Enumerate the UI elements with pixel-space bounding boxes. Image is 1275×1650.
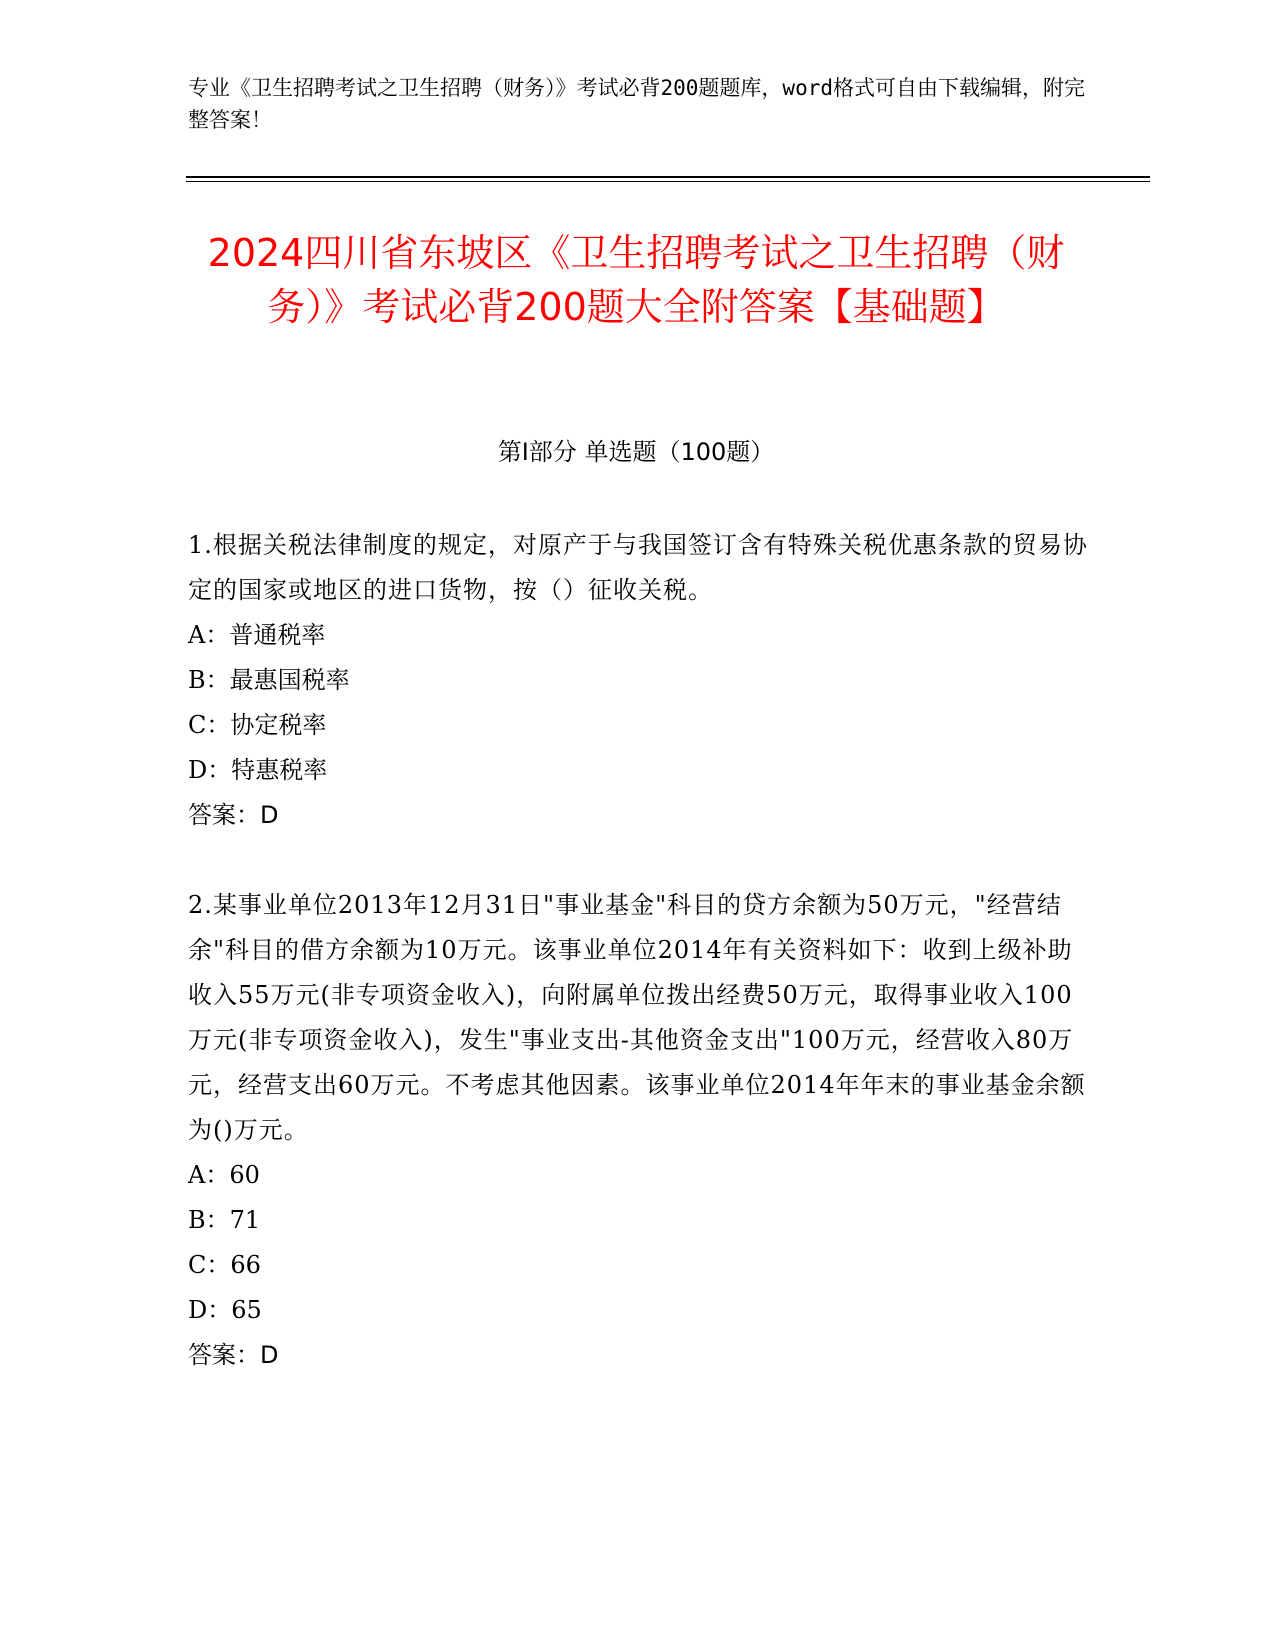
document-title: 2024四川省东坡区《卫生招聘考试之卫生招聘（财务）》考试必背200题大全附答案【基础题】 [207,231,1065,329]
question-answer: 答案：D [188,1341,279,1369]
question-stem: 1.根据关税法律制度的规定，对原产于与我国签订含有特殊关税优惠条款的贸易协定的国家或地区的进口货物，按（）征收关税。 [188,531,1088,604]
question-answer: 答案：D [188,801,279,829]
header-note: 专业《卫生招聘考试之卫生招聘（财务）》考试必背200题题库，word格式可自由下载编辑，附完整答案！ [188,76,1085,132]
question-option-a: A：60 [188,1161,260,1189]
header-divider-thick [186,176,1150,178]
question-stem: 2.某事业单位2013年12月31日"事业基金"科目的贷方余额为50万元，"经营结余"科目的借方余额为10万元。该事业单位2014年有关资料如下：收到上级补助收入55万元(非专项资金收入)，向附属单位拨出经费50万元，取得事业收入100万元(非专项资金收入)，发生"事业支出-其他资金支出"100万元，经营收入80万元，经营支出60万元。不考虑其他因素。该事业单位2014年年末的事业基金余额为()万元。 [188,891,1086,1144]
question-spacer [188,838,1088,883]
question-item [188,523,1088,838]
question-option-d: D：特惠税率 [188,756,328,784]
question-option-c: C：66 [188,1251,261,1279]
question-option-d: D：65 [188,1296,262,1324]
section-title: 第I部分 单选题（100题） [497,438,775,466]
header-divider-thin [186,181,1150,182]
question-option-b: B：最惠国税率 [188,666,350,694]
question-option-a: A：普通税率 [188,621,326,649]
question-option-b: B：71 [188,1206,261,1234]
question-item [188,883,1088,1378]
question-list [188,523,1088,1378]
question-option-c: C：协定税率 [188,711,327,739]
